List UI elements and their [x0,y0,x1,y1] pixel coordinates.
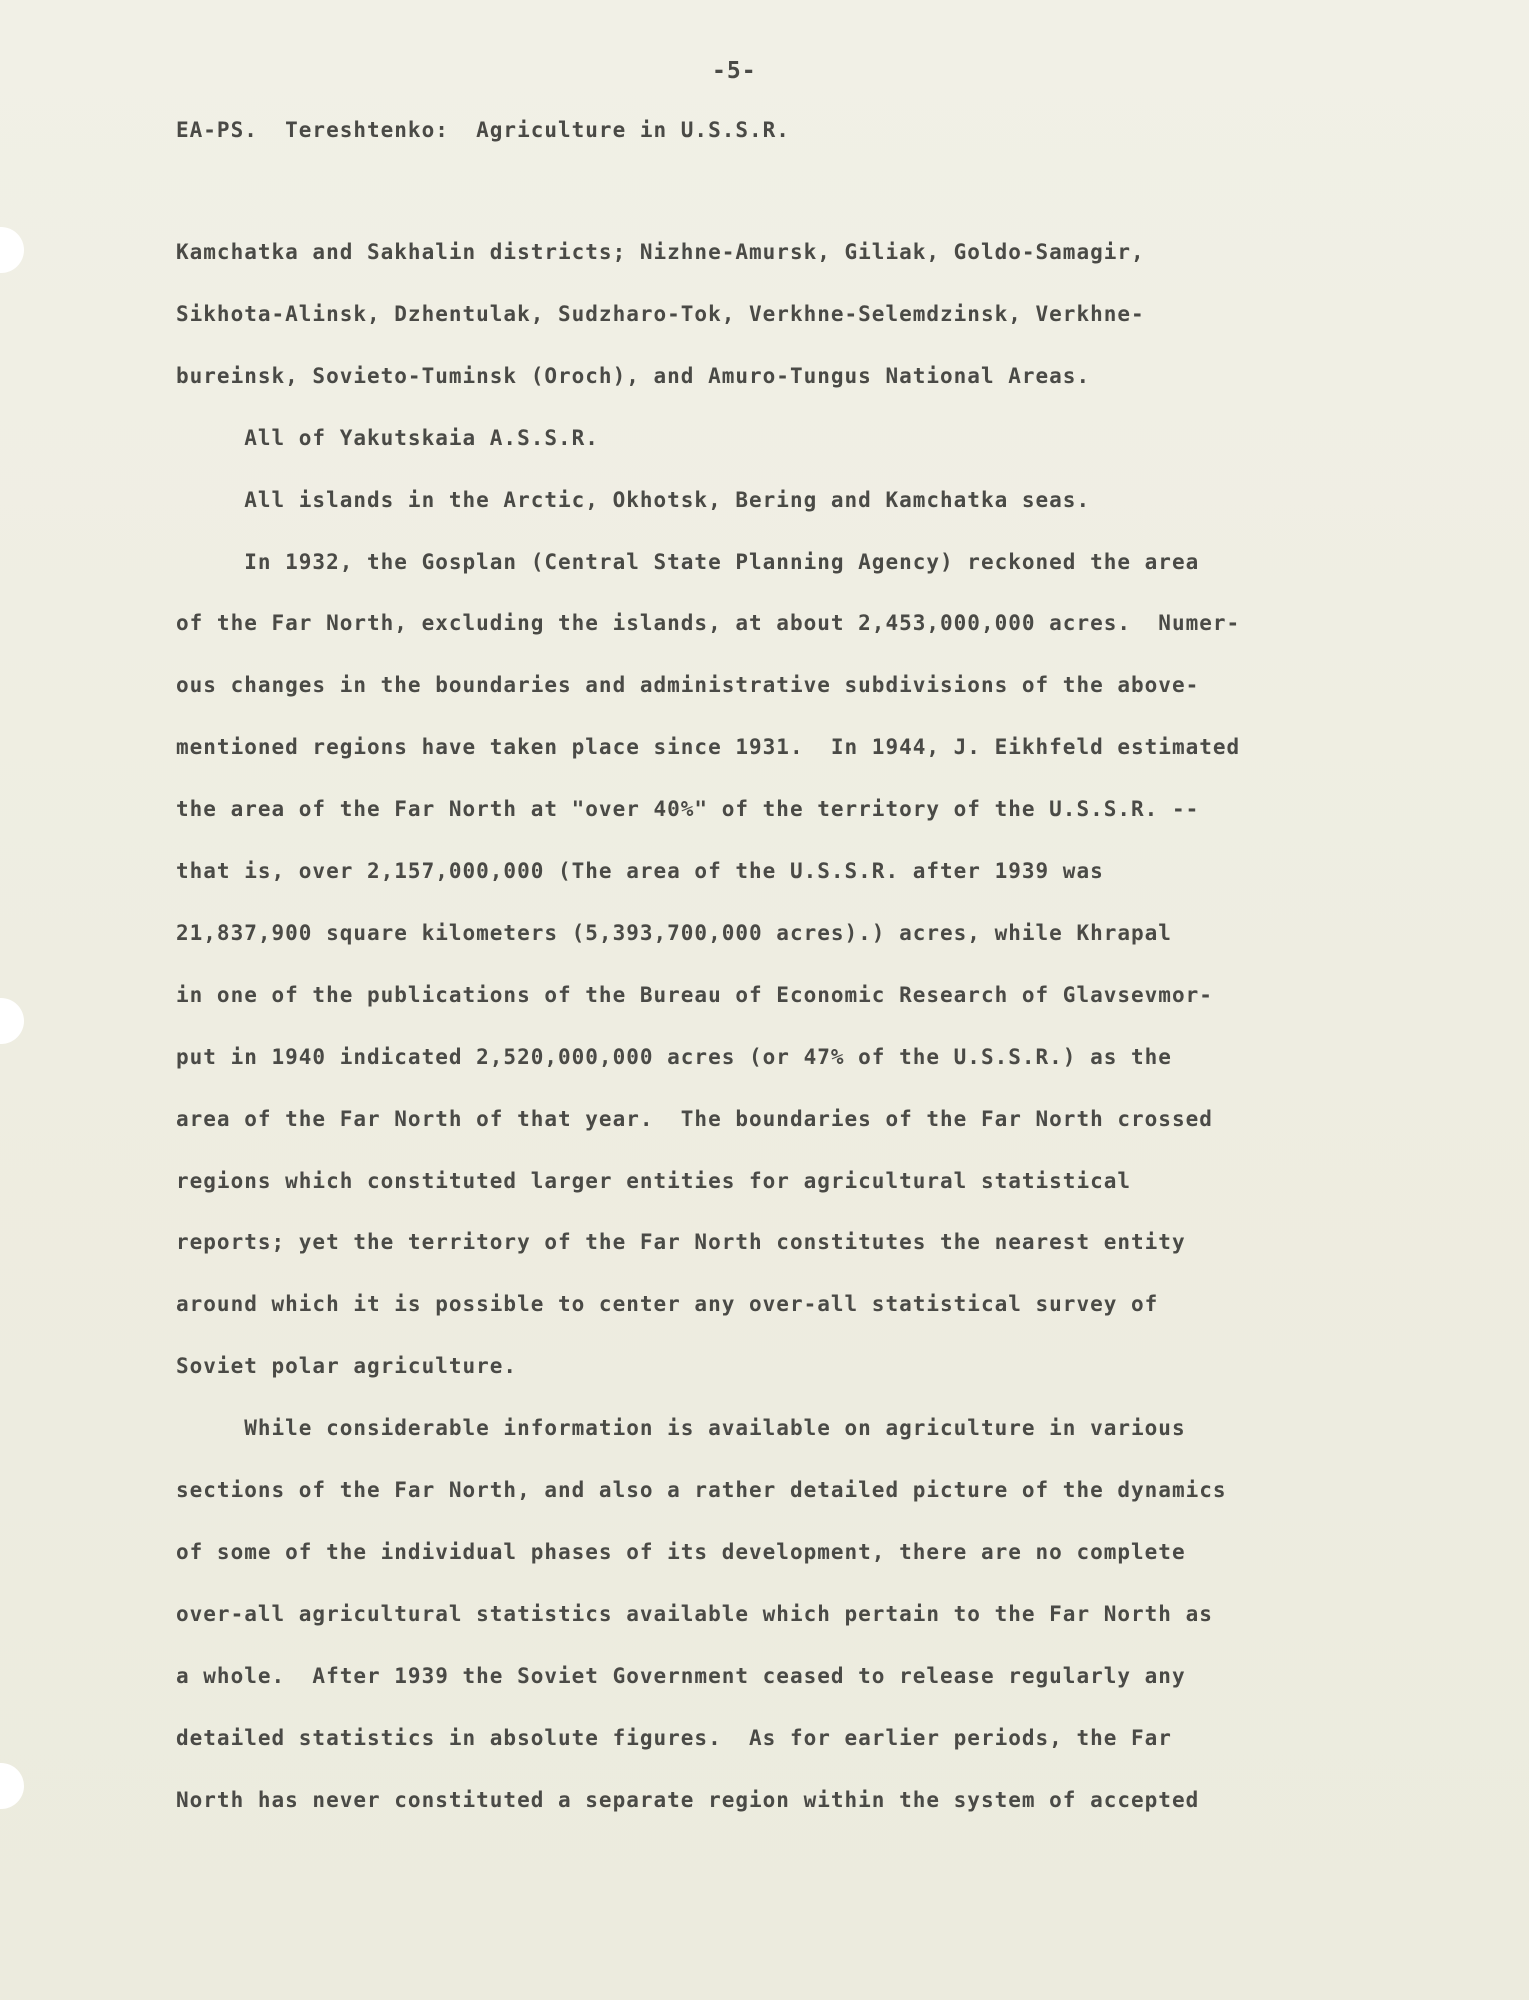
text-line: reports; yet the territory of the Far North constitutes the nearest entity [176,1230,1186,1255]
text-line: While considerable information is available on agriculture in various [176,1416,1186,1441]
running-head: EA-PS. Tereshtenko: Agriculture in U.S.S.R. [176,118,790,142]
text-line: Kamchatka and Sakhalin districts; Nizhne-Amursk, Giliak, Goldo-Samagir, [176,240,1145,264]
punch-hole [0,227,24,273]
text-line: In 1932, the Gosplan (Central State Planning Agency) reckoned the area [176,549,1200,574]
text-line: that is, over 2,157,000,000 (The area of the U.S.S.R. after 1939 was [176,859,1104,883]
text-line: the area of the Far North at "over 40%" of the territory of the U.S.S.R. -- [176,797,1200,822]
text-line: area of the Far North of that year. The boundaries of the Far North crossed [176,1106,1213,1131]
text-line: All islands in the Arctic, Okhotsk, Bering and Kamchatka seas. [176,487,1091,512]
text-line: over-all agricultural statistics available which pertain to the Far North as [176,1601,1213,1626]
text-line: a whole. After 1939 the Soviet Government ceased to release regularly any [176,1663,1186,1688]
text-line: regions which constituted larger entities for agricultural statistical [176,1168,1132,1193]
text-line: North has never constituted a separate region within the system of accepted [176,1787,1200,1812]
text-line: in one of the publications of the Bureau of Economic Research of Glavsevmor- [176,982,1213,1007]
text-line: ous changes in the boundaries and administrative subdivisions of the above- [176,673,1200,698]
punch-hole [0,1763,24,1809]
text-line: bureinsk, Sovieto-Tuminsk (Oroch), and Amuro-Tungus National Areas. [176,363,1091,388]
text-line: All of Yakutskaia A.S.S.R. [176,425,599,450]
page-number: -5- [712,58,757,84]
text-line: around which it is possible to center any over-all statistical survey of [176,1292,1159,1317]
text-line: mentioned regions have taken place since 1931. In 1944, J. Eikhfeld estimated [176,735,1241,760]
text-line: of some of the individual phases of its development, there are no complete [176,1539,1186,1564]
text-line: Soviet polar agriculture. [176,1354,518,1379]
text-line: Sikhota-Alinsk, Dzhentulak, Sudzharo-Tok, Verkhne-Selemdzinsk, Verkhne- [176,301,1145,326]
text-line: sections of the Far North, and also a rather detailed picture of the dynamics [176,1478,1227,1502]
punch-hole [0,998,24,1044]
text-line: detailed statistics in absolute figures. As for earlier periods, the Far [176,1725,1172,1750]
text-line: put in 1940 indicated 2,520,000,000 acres (or 47% of the U.S.S.R.) as the [176,1044,1172,1069]
text-line: of the Far North, excluding the islands, at about 2,453,000,000 acres. Numer- [176,611,1241,636]
text-line: 21,837,900 square kilometers (5,393,700,000 acres).) acres, while Khrapal [176,920,1172,945]
